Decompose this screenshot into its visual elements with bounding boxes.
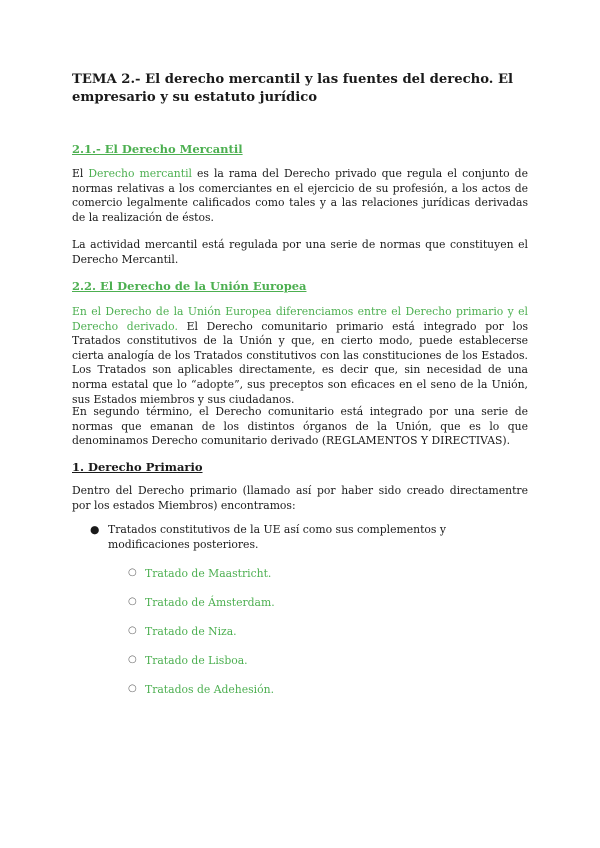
circle-bullet-icon: ○ bbox=[128, 596, 137, 607]
circle-bullet-icon: ○ bbox=[128, 654, 137, 665]
section-heading-derecho-primario: 1. Derecho Primario bbox=[72, 460, 203, 474]
paragraph-rest: El Derecho comunitario primario está integrado por los Tratados constitutivos de la Unión y que, en cierto modo, puede establecerse cierta analogía de los Tratados constitutivos con las constituciones de los Estados. Los Tratados son aplicables directamente, es decir que, sin necesidad de una norma estatal que lo “adopte”, sus preceptos son eficaces en el seno de la Unión, sus Estados miembros y sus ciudadanos. bbox=[72, 319, 528, 406]
tratado-amsterdam: Tratado de Ámsterdam. bbox=[145, 596, 275, 609]
tratado-maastricht: Tratado de Maastricht. bbox=[145, 567, 272, 580]
paragraph-definition-pre: El bbox=[72, 167, 89, 180]
paragraph-encontramos: Dentro del Derecho primario (llamado así por haber sido creado directamentre por los estados Miembros) encontramos: bbox=[72, 484, 528, 512]
tratado-niza: Tratado de Niza. bbox=[145, 625, 237, 638]
document-title: TEMA 2.- El derecho mercantil y las fuentes del derecho. El empresario y su estatuto jurídico bbox=[72, 72, 514, 105]
paragraph-definition bbox=[72, 167, 528, 225]
circle-bullet-icon: ○ bbox=[128, 625, 137, 636]
paragraph-green-lead: En el Derecho de la Unión Europea diferenciamos entre el Derecho primario y el Derecho derivado. bbox=[72, 305, 528, 333]
circle-bullet-icon: ○ bbox=[128, 683, 137, 694]
section-heading-derecho-mercantil: 2.1.- El Derecho Mercantil bbox=[72, 142, 243, 156]
paragraph-derecho-derivado: En segundo término, el Derecho comunitario está integrado por una serie de normas que emanan de los distintos órganos de la Unión, que es lo que denominamos Derecho comunitario derivado (REGLAMENTOS Y DIRECTIVAS). bbox=[72, 405, 528, 448]
tratados-adhesion: Tratados de Adehesión. bbox=[145, 683, 275, 696]
bullet-text: Tratados constitutivos de la UE así como sus complementos y modificaciones posteriores. bbox=[108, 523, 446, 551]
paragraph-derecho-primario-intro bbox=[72, 305, 528, 407]
section-heading-derecho-ue: 2.2. El Derecho de la Unión Europea bbox=[72, 279, 307, 293]
paragraph-definition-rest: es la rama del Derecho privado que regula el conjunto de normas relativas a los comerciantes en el ejercicio de su profesión, a los actos de comercio legalmente calificados como tales y a las relaciones jurídicas derivadas de la realización de éstos. bbox=[72, 167, 528, 224]
circle-bullet-icon: ○ bbox=[128, 567, 137, 578]
tratado-lisboa: Tratado de Lisboa. bbox=[145, 654, 248, 667]
bullet-icon: ● bbox=[90, 523, 100, 536]
derecho-mercantil-term: Derecho mercantil bbox=[88, 167, 192, 180]
paragraph-actividad: La actividad mercantil está regulada por una serie de normas que constituyen el Derecho Mercantil. bbox=[72, 238, 528, 266]
